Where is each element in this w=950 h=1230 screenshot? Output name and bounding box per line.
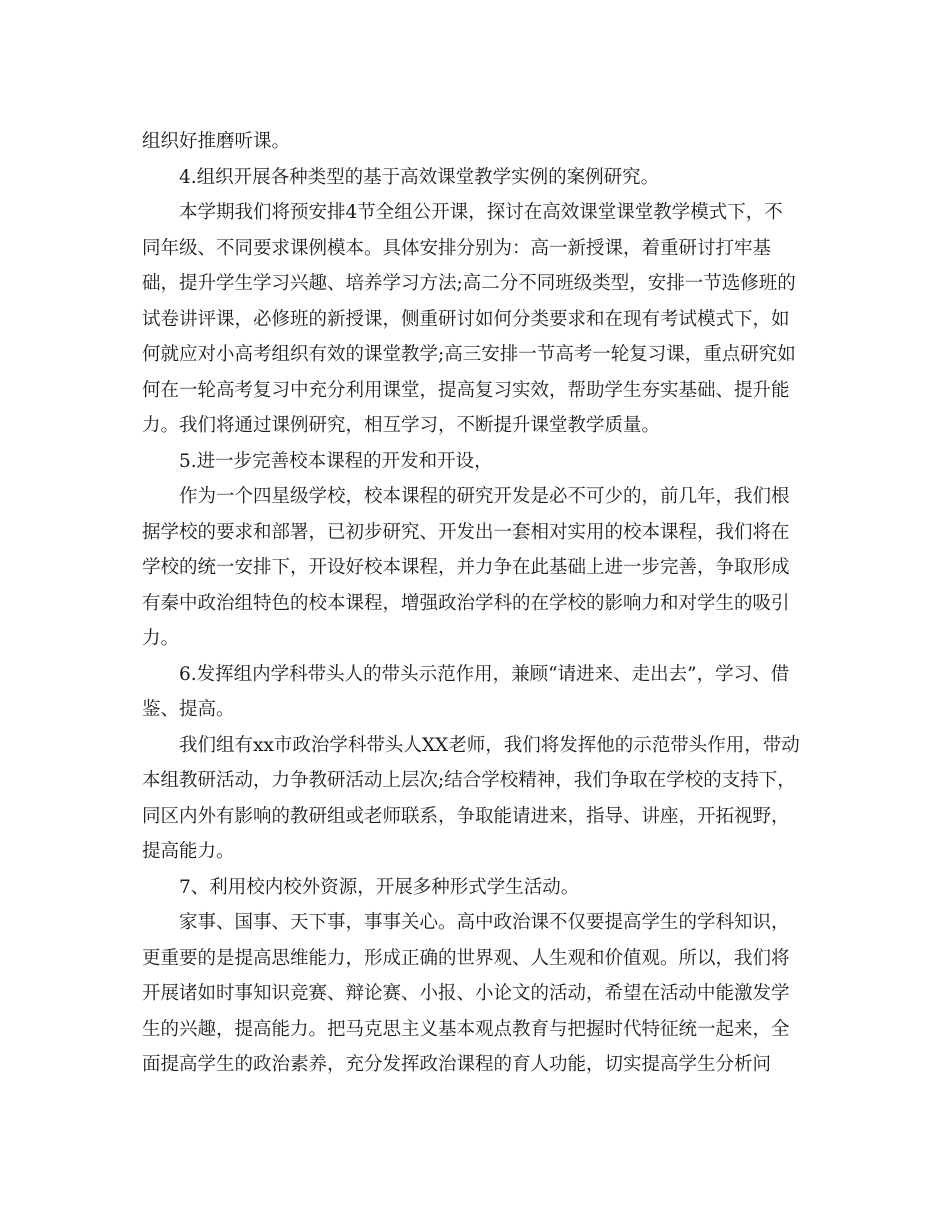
paragraph-7: 我们组有xx市政治学科带头人XX老师，我们将发挥他的示范带头作用，带动 本组教研活动，力争教研活动上层次;结合学校精神，我们争取在学校的支持下， 同区内外有影响的教研组或老师联系，争取能请进来，指导、讲座，开拓视野， 提高能力。 — [142, 734, 800, 862]
paragraph-2: 4.组织开展各种类型的基于高效课堂教学实例的案例研究。 — [179, 166, 660, 188]
document-body — [142, 124, 812, 1083]
paragraph-9: 家事、国事、天下事，事事关心。高中政治课不仅要提高学生的学科知识， 更重要的是提高思维能力，形成正确的世界观、人生观和价值观。所以，我们将 开展诸如时事知识竞赛、辩论赛、小报、小论文的活动，希望在活动中能激发学 生的兴趣，提高能力。把马克思主义基本观点教育与把握时代特征统一起来，全 面提高学生的政治素养，充分发挥政治课程的育人功能，切实提高学生分析问 — [142, 912, 790, 1075]
paragraph-4: 5.进一步完善校本课程的开发和开设， — [179, 450, 493, 472]
paragraph-6: 6.发挥组内学科带头人的带头示范作用，兼顾“请进来、走出去”，学习、借 鉴、提高。 — [142, 663, 790, 720]
paragraph-1: 组织好推磨听课。 — [142, 131, 291, 152]
paragraph-3: 本学期我们将预安排4节全组公开课，探讨在高效课堂课堂教学模式下，不 同年级、不同要求课例模本。具体安排分别为：高一新授课，着重研讨打牢基 础，提升学生学习兴趣、培养学习方法;高二分不同班级类型，安排一节选修班的 试卷讲评课，必修班的新授课，侧重研讨如何分类要求和在现有考试模式下，如 何就应对小高考组织有效的课堂教学;高三安排一节高考一轮复习课，重点研究如 何在一轮高考复习中充分利用课堂，提高复习实效，帮助学生夯实基础、提升能 力。我们将通过课例研究，相互学习，不断提升课堂教学质量。 — [142, 202, 796, 436]
paragraph-5: 作为一个四星级学校，校本课程的研究开发是必不可少的，前几年，我们根 据学校的要求和部署，已初步研究、开发出一套相对实用的校本课程，我们将在 学校的统一安排下，开设好校本课程，并力争在此基础上进一步完善，争取形成 有秦中政治组特色的校本课程，增强政治学科的在学校的影响力和对学生的吸引 力。 — [142, 486, 790, 649]
paragraph-8: 7、利用校内校外资源，开展多种形式学生活动。 — [179, 876, 580, 898]
